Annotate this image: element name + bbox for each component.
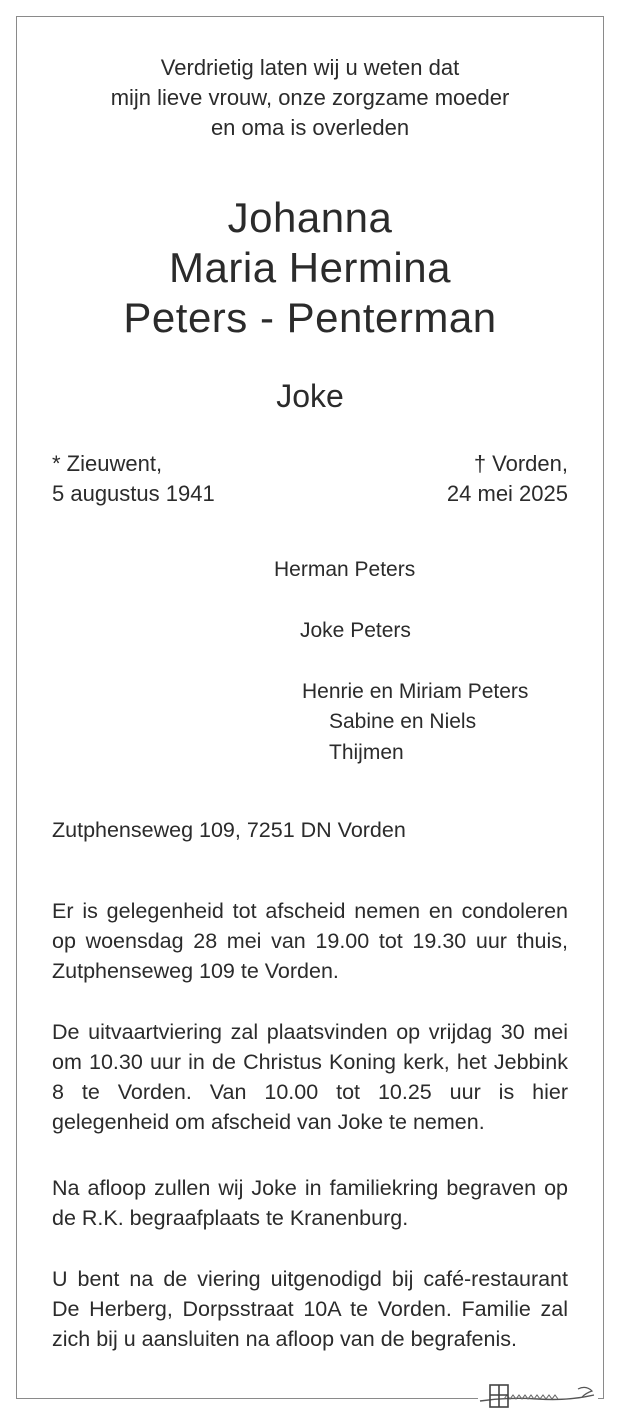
name-surname: Peters - Penterman bbox=[123, 294, 497, 341]
name-first: Johanna bbox=[227, 194, 393, 241]
intro-line: en oma is overleden bbox=[210, 115, 410, 140]
intro-line: mijn lieve vrouw, onze zorgzame moeder bbox=[110, 85, 510, 110]
birth-date: 5 augustus 1941 bbox=[52, 481, 215, 506]
deceased-full-name bbox=[0, 193, 620, 343]
family-spouse: Herman Peters bbox=[274, 558, 416, 581]
intro-text bbox=[0, 53, 620, 143]
burial-paragraph: Na afloop zullen wij Joke in familiekring begraven op de R.K. begraafplaats te Kranenburg. bbox=[52, 1176, 568, 1230]
death-date: 24 mei 2025 bbox=[446, 481, 568, 506]
family-grandchildren: Sabine en Niels bbox=[329, 710, 477, 733]
intro-line: Verdrietig laten wij u weten dat bbox=[160, 55, 460, 80]
family-child: Henrie en Miriam Peters bbox=[302, 680, 529, 703]
publisher-logo-icon bbox=[468, 1375, 598, 1415]
name-middle: Maria Hermina bbox=[169, 244, 451, 291]
service-paragraph: De uitvaartviering zal plaatsvinden op vrijdag 30 mei om 10.30 uur in de Christus Koning kerk, het Jebbink 8 te Vorden. Van 10.00 tot 10.25 uur is hier gelegenheid om afscheid van Joke te nemen. bbox=[52, 1020, 568, 1134]
birth-place: * Zieuwent, bbox=[52, 451, 163, 476]
invitation-paragraph: U bent na de viering uitgenodigd bij café-restaurant De Herberg, Dorpsstraat 10A te Vorden. Familie zal zich bij u aansluiten na afloop van de begrafenis. bbox=[52, 1267, 568, 1351]
condolence-paragraph: Er is gelegenheid tot afscheid nemen en condoleren op woensdag 28 mei van 19.00 tot 19.30 uur thuis, Zutphenseweg 109 te Vorden. bbox=[52, 899, 568, 983]
death-info bbox=[447, 449, 568, 509]
family-grandchildren: Thijmen bbox=[329, 741, 404, 764]
nickname: Joke bbox=[276, 378, 344, 414]
death-place: † Vorden, bbox=[473, 451, 568, 476]
family-child: Joke Peters bbox=[300, 619, 411, 642]
birth-info bbox=[52, 449, 215, 509]
address: Zutphenseweg 109, 7251 DN Vorden bbox=[52, 818, 406, 842]
